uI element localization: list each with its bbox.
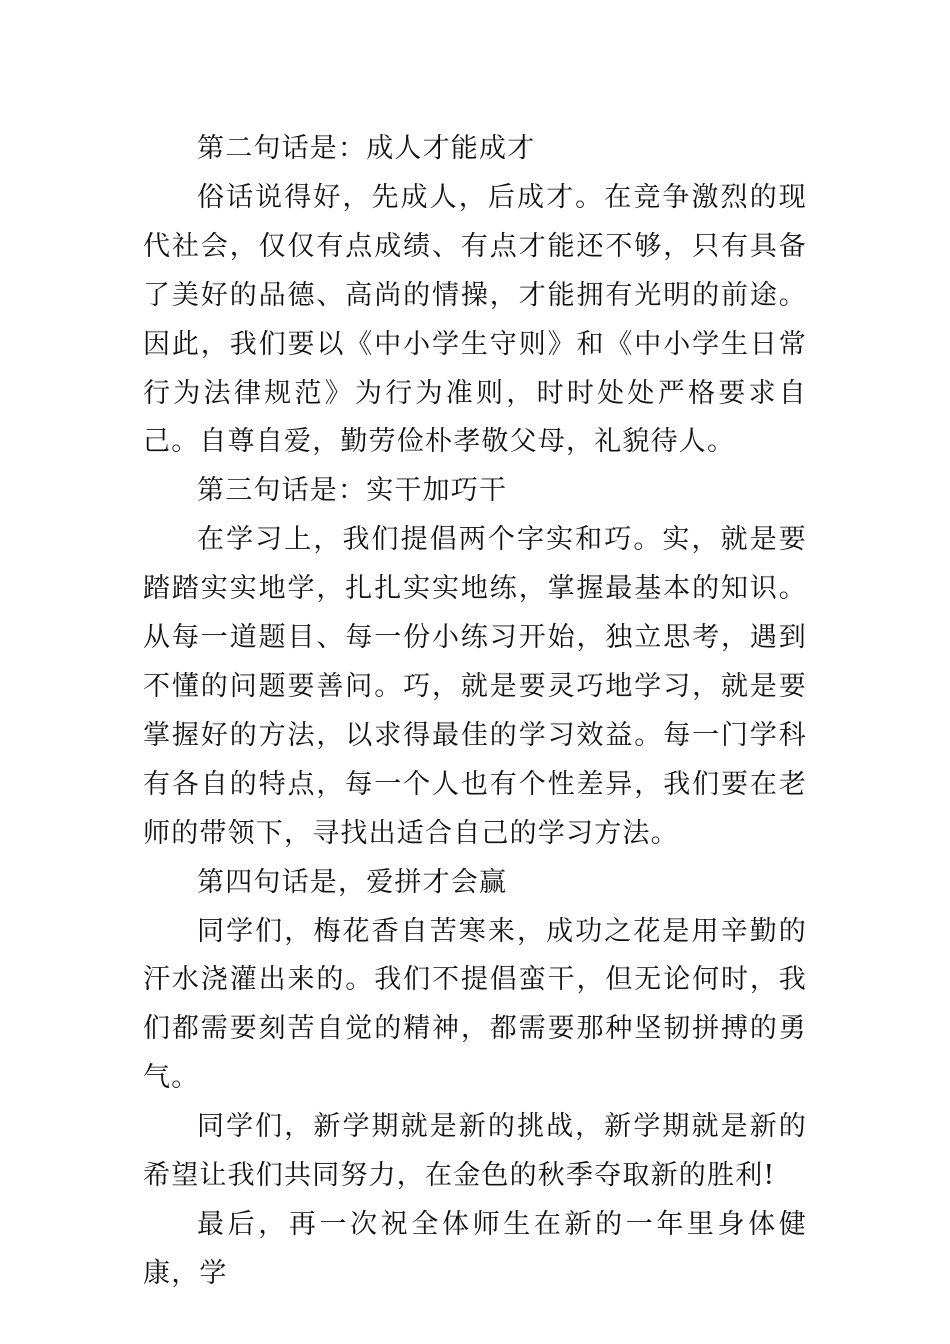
paragraph-hard-work: 同学们，梅花香自苦寒来，成功之花是用辛勤的汗水浇灌出来的。我们不提倡蛮干，但无论何时，我们都需要刻苦自觉的精神，都需要那种坚韧拼搏的勇气。 <box>143 915 807 1094</box>
paragraph-study-method: 在学习上，我们提倡两个字实和巧。实，就是要踏踏实实地学，扎扎实实地练，掌握最基本的知识。从每一道题目、每一份小练习开始，独立思考，遇到不懂的问题要善问。巧，就是要灵巧地学习，就是要掌握好的方法，以求得最佳的学习效益。每一门学科有各自的特点，每一个人也有个性差异，我们要在老师的带领下，寻找出适合自己的学习方法。 <box>143 524 807 849</box>
document-body <box>143 125 807 1299</box>
paragraph-closing-wishes: 最后，再一次祝全体师生在新的一年里身体健康，学 <box>143 1208 807 1289</box>
heading-fourth-saying: 第四句话是，爱拼才会赢 <box>197 866 508 898</box>
heading-third-saying: 第三句话是：实干加巧干 <box>197 475 508 507</box>
heading-second-saying: 第二句话是：成人才能成才 <box>197 133 536 164</box>
paragraph-new-semester: 同学们，新学期就是新的挑战，新学期就是新的希望让我们共同努力，在金色的秋季夺取新的胜利! <box>143 1111 807 1192</box>
paragraph-character-first: 俗话说得好，先成人，后成才。在竞争激烈的现代社会，仅仅有点成绩、有点才能还不够，只有具备了美好的品德、高尚的情操，才能拥有光明的前途。因此，我们要以《中小学生守则》和《中小学生日常行为法律规范》为行为准则，时时处处严格要求自己。自尊自爱，勤劳俭朴孝敬父母，礼貌待人。 <box>143 181 807 458</box>
